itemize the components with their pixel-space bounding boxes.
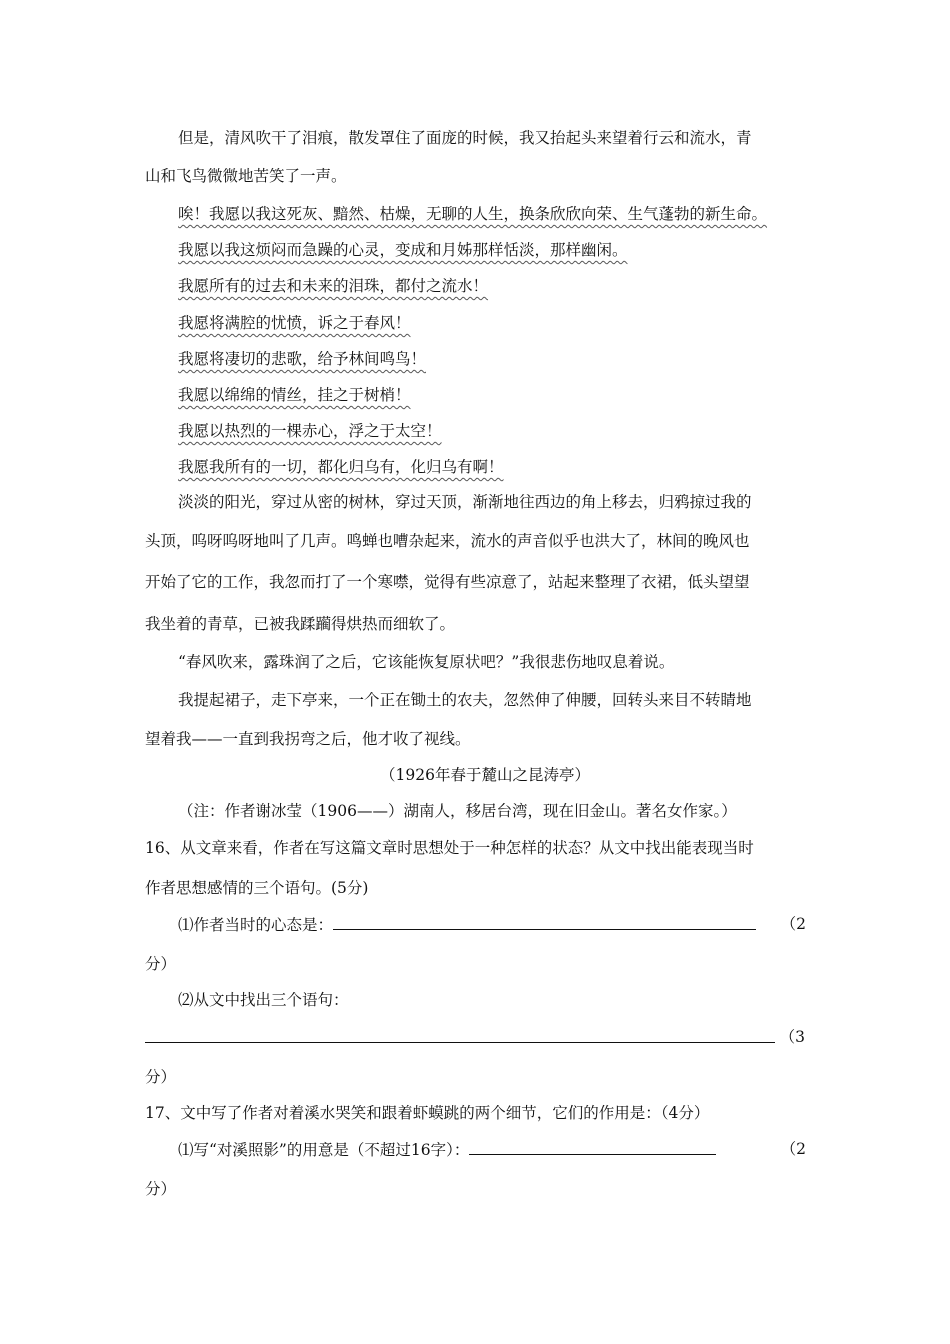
paragraph-line: 开始了它的工作，我忽而打了一个寒噤，觉得有些凉意了，站起来整理了衣裙，低头望望 bbox=[145, 573, 750, 591]
paragraph-line: 头顶，呜呀呜呀地叫了几声。鸣蝉也嘈杂起来，流水的声音似乎也洪大了，林间的晚风也 bbox=[145, 532, 750, 550]
answer-blank[interactable] bbox=[469, 1138, 716, 1155]
wish-line bbox=[178, 312, 838, 334]
points-label-cont: 分） bbox=[145, 1180, 177, 1198]
wish-line bbox=[178, 384, 838, 406]
question-16-text: 作者思想感情的三个语句。(5分) bbox=[145, 879, 369, 897]
paragraph-line: 我坐着的青草，已被我蹂躏得烘热而细软了。 bbox=[145, 615, 456, 633]
wavy-underlined-text: 我愿所有的过去和未来的泪珠，都付之流水！ bbox=[178, 277, 489, 295]
question-16-1 bbox=[178, 913, 806, 936]
wavy-underlined-text: 我愿将满腔的忧愤，诉之于春风！ bbox=[178, 314, 411, 332]
answer-blank[interactable] bbox=[145, 1026, 775, 1043]
question-17-1 bbox=[178, 1138, 806, 1161]
author-note: （注：作者谢冰莹（1906——）湖南人，移居台湾，现在旧金山。著名女作家。） bbox=[178, 802, 737, 820]
wavy-underlined-text: 我愿以我这烦闷而急躁的心灵，变成和月姊那样恬淡，那样幽闲。 bbox=[178, 241, 628, 259]
question-16-text: 16、从文章来看，作者在写这篇文章时思想处于一种怎样的状态？从文中找出能表现当时 bbox=[145, 839, 754, 857]
points-label-cont: 分） bbox=[145, 1068, 177, 1086]
question-17-1-label: ⑴写“对溪照影”的用意是（不超过16字）： bbox=[178, 1141, 470, 1159]
paragraph-line: 望着我——一直到我拐弯之后，他才收了视线。 bbox=[145, 730, 471, 748]
wish-line bbox=[178, 456, 838, 478]
wish-line bbox=[178, 348, 838, 370]
wish-line bbox=[178, 275, 838, 297]
answer-blank[interactable] bbox=[333, 913, 756, 930]
points-label: （2 bbox=[780, 915, 806, 933]
points-label: （2 bbox=[780, 1140, 806, 1158]
paragraph-line: 淡淡的阳光，穿过从密的树林，穿过天顶，渐渐地往西边的角上移去，归鸦掠过我的 bbox=[178, 493, 752, 511]
wavy-underlined-text: 我愿将凄切的悲歌，给予林间鸣鸟！ bbox=[178, 350, 427, 368]
question-16-1-label: ⑴作者当时的心态是： bbox=[178, 916, 334, 934]
wavy-underlined-text: 我愿我所有的一切，都化归乌有，化归乌有啊！ bbox=[178, 458, 504, 476]
wish-line bbox=[178, 203, 838, 225]
question-16-2-label: ⑵从文中找出三个语句： bbox=[178, 991, 349, 1009]
paragraph-line: 山和飞鸟微微地苦笑了一声。 bbox=[145, 167, 347, 185]
wish-line bbox=[178, 420, 838, 442]
wavy-underlined-text: 我愿以绵绵的情丝，挂之于树梢！ bbox=[178, 386, 411, 404]
date-line: （1926年春于麓山之昆涛亭） bbox=[380, 766, 590, 784]
paragraph-line: 我提起裙子，走下亭来，一个正在锄土的农夫，忽然伸了伸腰，回转头来目不转睛地 bbox=[178, 691, 752, 709]
paragraph-line: 但是，清风吹干了泪痕，散发罩住了面庞的时候，我又抬起头来望着行云和流水，青 bbox=[178, 129, 752, 147]
wavy-underlined-text: 我愿以热烈的一棵赤心，浮之于太空！ bbox=[178, 422, 442, 440]
wavy-underlined-text: 唉！我愿以我这死灰、黯然、枯燥，无聊的人生，换条欣欣向荣、生气蓬勃的新生命。 bbox=[178, 205, 768, 223]
wish-line bbox=[178, 239, 838, 261]
points-label: （3 bbox=[779, 1028, 805, 1046]
question-17-text: 17、文中写了作者对着溪水哭笑和跟着虾蟆跳的两个细节，它们的作用是：（4分） bbox=[145, 1104, 710, 1122]
question-16-2-answer bbox=[145, 1026, 805, 1049]
paragraph-line: “春风吹来，露珠润了之后，它该能恢复原状吧？”我很悲伤地叹息着说。 bbox=[178, 653, 675, 671]
points-label-cont: 分） bbox=[145, 955, 177, 973]
